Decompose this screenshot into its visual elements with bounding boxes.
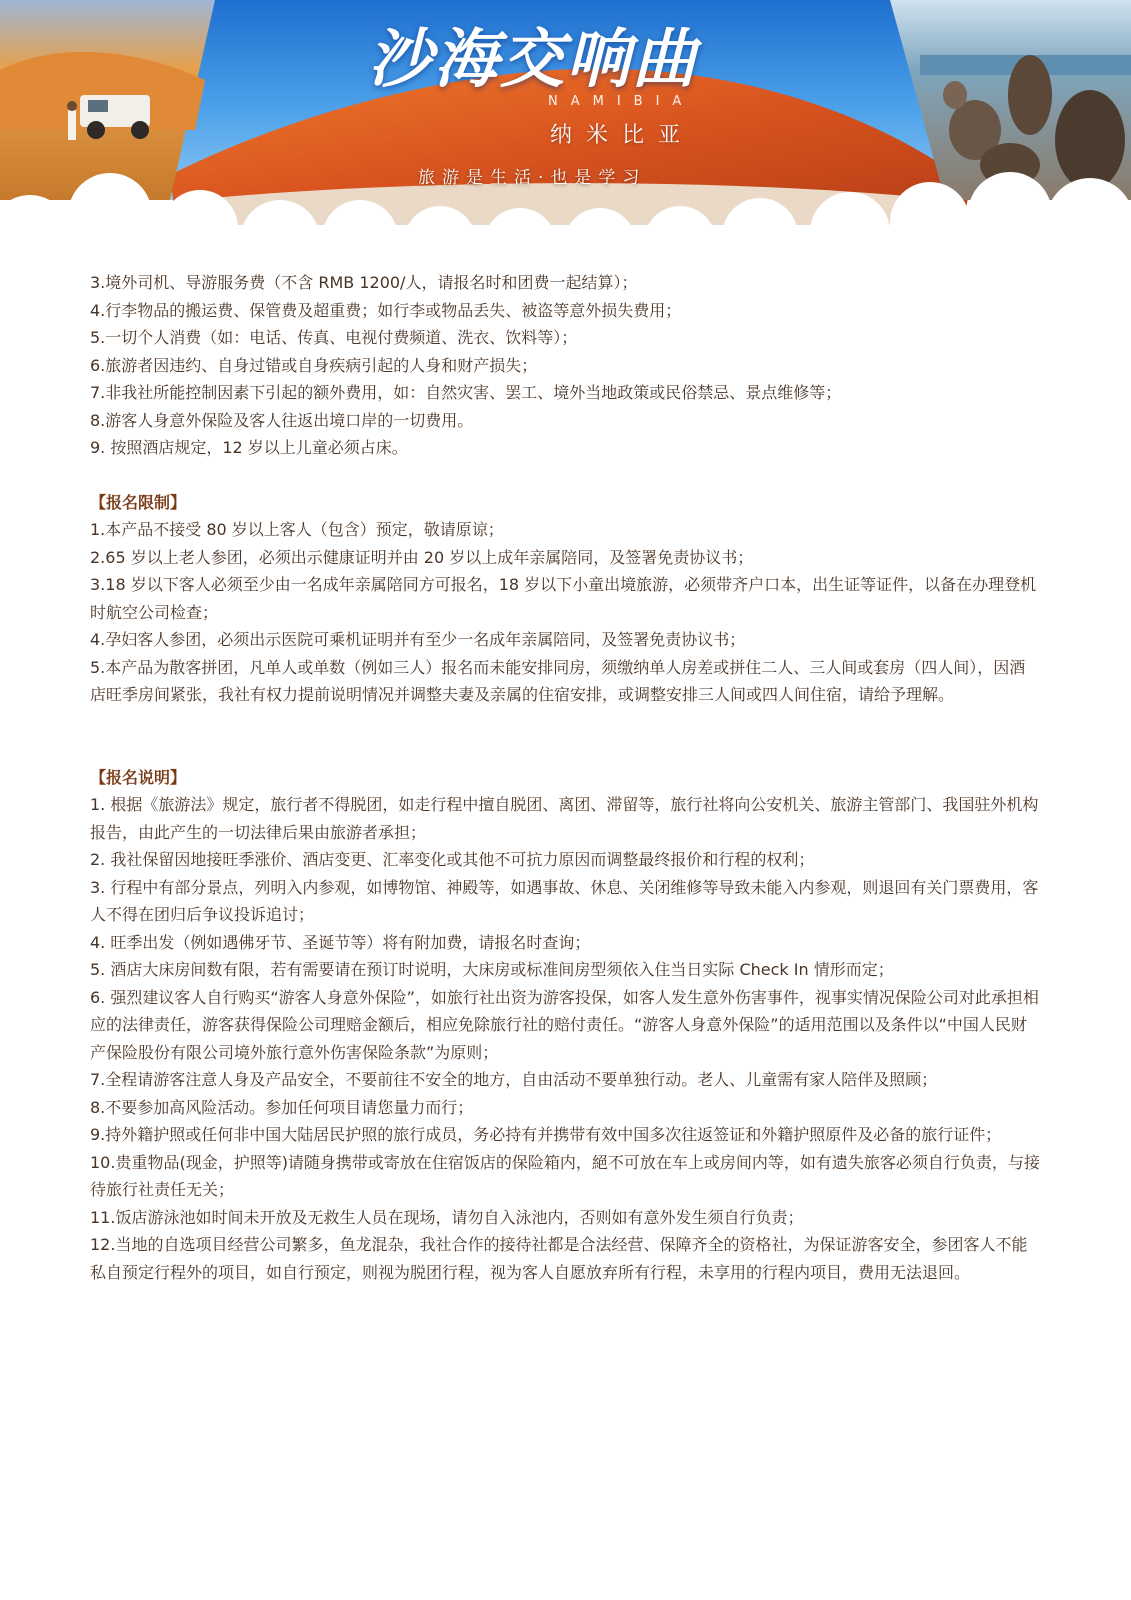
list-item: 3.18 岁以下客人必须至少由一名成年亲属陪同方可报名，18 岁以下小童出境旅游，必须带齐户口本，出生证等证件，以备在办理登机时航空公司检查； xyxy=(90,575,1037,622)
restrictions-section xyxy=(90,489,1040,709)
section-heading: 【报名说明】 xyxy=(90,767,187,787)
list-item: 5.本产品为散客拼团，凡单人或单数（例如三人）报名而未能安排同房，须缴纳单人房差或拼住二人、三人间或套房（四人间），因酒店旺季房间紧张，我社有权力提前说明情况并调整夫妻及亲属的住宿安排，或调整安排三人间或四人间住宿，请给予理解。 xyxy=(90,657,1026,704)
list-item: 12.当地的自选项目经营公司繁多，鱼龙混杂，我社合作的接待社都是合法经营、保障齐全的资格社，为保证游客安全，参团客人不能私自预定行程外的项目，如自行预定，则视为脱团行程，视为客人自愿放弃所有行程，未享用的行程内项目，费用无法退回。 xyxy=(90,1235,1028,1282)
list-item: 9.持外籍护照或任何非中国大陆居民护照的旅行成员，务必持有并携带有效中国多次往返签证和外籍护照原件及必备的旅行证件； xyxy=(90,1125,1002,1144)
list-item: 2.65 岁以上老人参团，必须出示健康证明并由 20 岁以上成年亲属陪同，及签署免责协议书； xyxy=(90,547,754,567)
banner-slogan: 旅游是生活·也是学习 xyxy=(418,168,647,188)
banner-country: 纳米比亚 xyxy=(550,123,695,148)
list-item: 4.行李物品的搬运费、保管费及超重费；如行李或物品丢失、被盗等意外损失费用； xyxy=(90,300,682,320)
list-item: 11.饭店游泳池如时间未开放及无救生人员在现场，请勿自入泳池内，否则如有意外发生须自行负责； xyxy=(90,1207,804,1227)
list-item: 1. 根据《旅游法》规定，旅行者不得脱团，如走行程中擅自脱团、离团、滞留等，旅行社将向公安机关、旅游主管部门、我国驻外机构报告，由此产生的一切法律后果由旅游者承担； xyxy=(90,795,1039,842)
banner-title: 沙海交响曲 xyxy=(368,22,698,97)
list-item: 4. 旺季出发（例如遇佛牙节、圣诞节等）将有附加费，请报名时查询； xyxy=(90,932,591,952)
notes-section xyxy=(90,764,1040,1287)
list-item: 5.一切个人消费（如：电话、传真、电视付费频道、洗衣、饮料等）； xyxy=(90,328,578,347)
list-item: 5. 酒店大床房间数有限，若有需要请在预订时说明，大床房或标准间房型须依入住当日实际 Check In 情形而定； xyxy=(90,960,894,979)
section-heading: 【报名限制】 xyxy=(90,492,187,512)
list-item: 8.游客人身意外保险及客人往返出境口岸的一切费用。 xyxy=(90,410,474,430)
header-banner xyxy=(0,0,1131,255)
list-item: 8.不要参加高风险活动。参加任何项目请您量力而行； xyxy=(90,1097,474,1117)
list-item: 6. 强烈建议客人自行购买“游客人身意外保险”，如旅行社出资为游客投保，如客人发生意外伤害事件，视事实情况保险公司对此承担相应的法律责任，游客获得保险公司理赔金额后，相应免除旅行社的赔付责任。“游客人身意外保险”的适用范围以及条件以“中国人民财产保险股份有限公司境外旅行意外伤害保险条款”为原则； xyxy=(90,987,1039,1062)
exclusions-list xyxy=(90,269,1040,462)
list-item: 4.孕妇客人参团，必须出示医院可乘机证明并有至少一名成年亲属陪同，及签署免责协议书； xyxy=(90,630,746,649)
list-item: 10.贵重物品(现金，护照等)请随身携带或寄放在住宿饭店的保险箱内，絕不可放在车上或房间内等，如有遗失旅客必须自行负责，与接待旅行社责任无关； xyxy=(90,1152,1040,1199)
list-item: 7.非我社所能控制因素下引起的额外费用，如：自然灾害、罢工、境外当地政策或民俗禁忌、景点维修等； xyxy=(90,383,842,402)
document-body xyxy=(90,269,1040,1286)
list-item: 3.境外司机、导游服务费（不含 RMB 1200/人，请报名时和团费一起结算）； xyxy=(90,273,638,292)
list-item: 2. 我社保留因地接旺季涨价、酒店变更、汇率变化或其他不可抗力原因而调整最终报价和行程的权利； xyxy=(90,850,815,869)
list-item: 3. 行程中有部分景点，列明入内参观，如博物馆、神殿等，如遇事故、休息、关闭维修等导致未能入内参观，则退回有关门票费用，客人不得在团归后争议投诉追讨； xyxy=(90,877,1039,924)
banner-illustration xyxy=(0,0,1131,255)
list-item: 1.本产品不接受 80 岁以上客人（包含）预定，敬请原谅； xyxy=(90,520,504,539)
list-item: 6.旅游者因违约、自身过错或自身疾病引起的人身和财产损失； xyxy=(90,355,538,375)
banner-latin-subtitle: NAMIBIA xyxy=(548,94,695,109)
list-item: 7.全程请游客注意人身及产品安全，不要前往不安全的地方，自由活动不要单独行动。老人、儿童需有家人陪伴及照顾； xyxy=(90,1070,938,1089)
list-item: 9. 按照酒店规定，12 岁以上儿童必须占床。 xyxy=(90,438,408,457)
